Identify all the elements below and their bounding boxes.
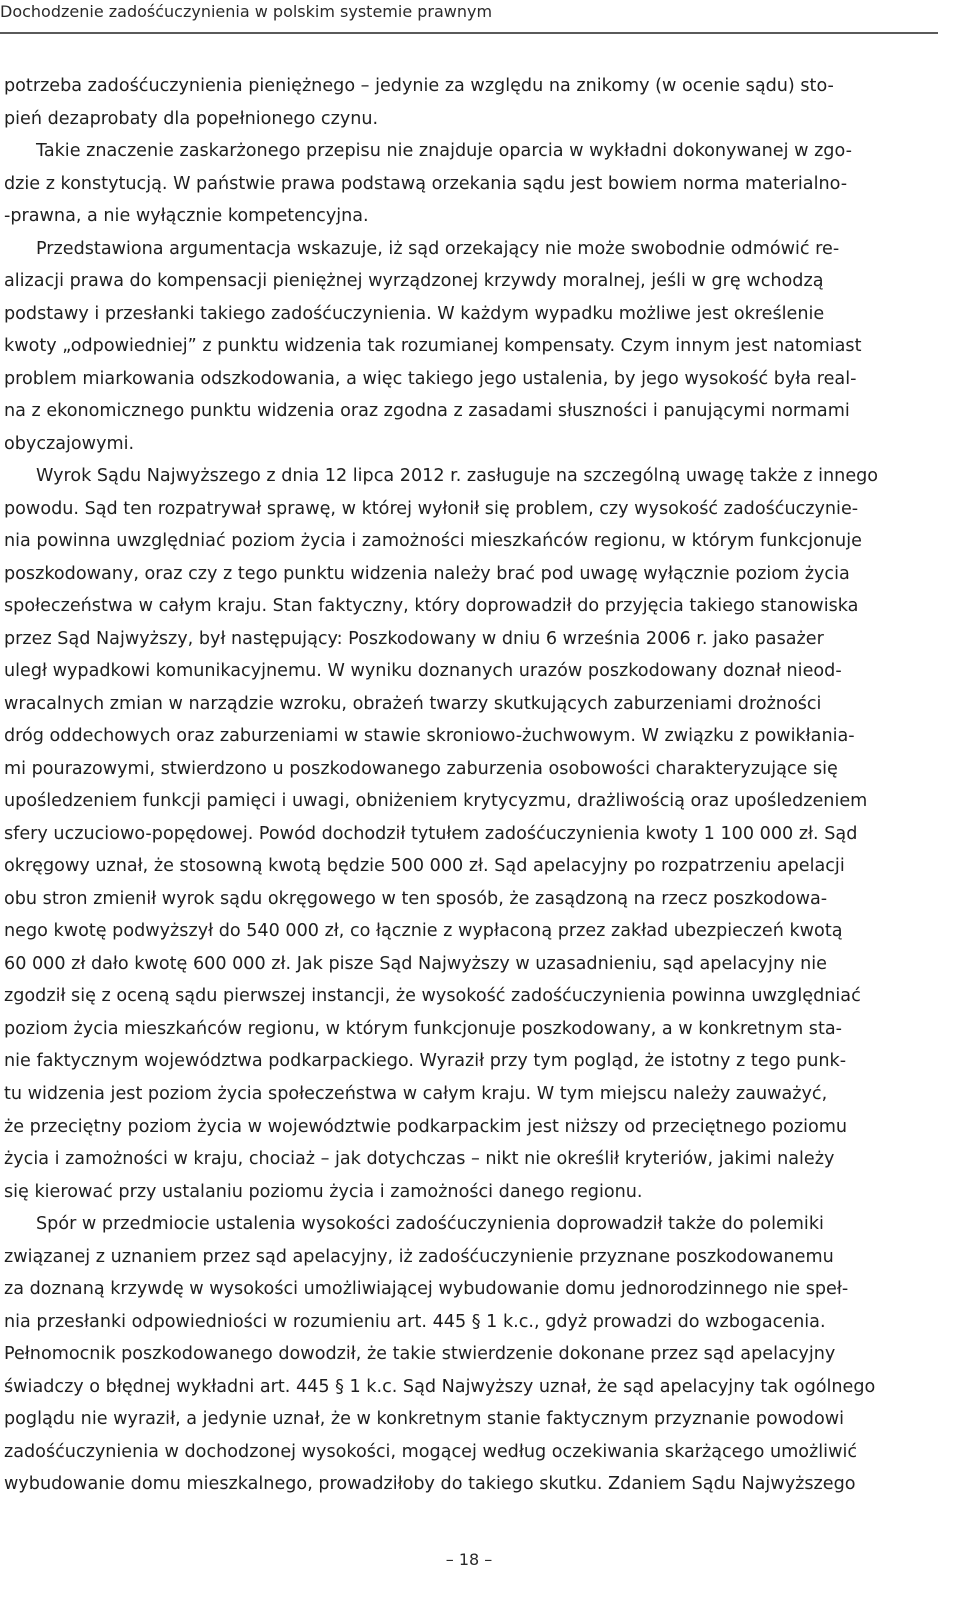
text-line: zgodził się z oceną sądu pierwszej instancji, że wysokość zadośćuczynienia powinna uwzględniać <box>4 986 861 1007</box>
text-line: upośledzeniem funkcji pamięci i uwagi, obniżeniem krytycyzmu, drażliwością oraz upośledzeniem <box>4 791 868 812</box>
paragraph-start-line: Wyrok Sądu Najwyższego z dnia 12 lipca 2012 r. zasługuje na szczególną uwagę także z innego <box>36 466 879 487</box>
text-line: poziom życia mieszkańców regionu, w którym funkcjonuje poszkodowany, a w konkretnym sta- <box>4 1018 843 1039</box>
running-header-title: Dochodzenie zadośćuczynienia w polskim systemie prawnym <box>0 2 493 21</box>
text-line: sfery uczuciowo-popędowej. Powód dochodził tytułem zadośćuczynienia kwoty 1 100 000 zł. Sąd <box>4 823 858 844</box>
text-line: Pełnomocnik poszkodowanego dowodził, że takie stwierdzenie dokonane przez sąd apelacyjny <box>4 1344 836 1365</box>
text-line: -prawna, a nie wyłącznie kompetencyjna. <box>4 206 369 227</box>
text-line: 60 000 zł dało kwotę 600 000 zł. Jak pisze Sąd Najwyższy w uzasadnieniu, sąd apelacyjny nie <box>4 953 827 974</box>
text-line: poszkodowany, oraz czy z tego punktu widzenia należy brać pod uwagę wyłącznie poziom życia <box>4 563 850 584</box>
text-line: kwoty „odpowiedniej” z punktu widzenia tak rozumianej kompensaty. Czym innym jest natomiast <box>4 336 862 357</box>
paragraph-start-line: Takie znaczenie zaskarżonego przepisu nie znajduje oparcia w wykładni dokonywanej w zgo- <box>36 141 852 162</box>
text-line: na z ekonomicznego punktu widzenia oraz zgodna z zasadami słuszności i panującymi normami <box>4 401 850 422</box>
text-line: przez Sąd Najwyższy, był następujący: Poszkodowany w dniu 6 września 2006 r. jako pasażer <box>4 628 824 649</box>
text-line: okręgowy uznał, że stosowną kwotą będzie 500 000 zł. Sąd apelacyjny po rozpatrzeniu apelacji <box>4 856 845 877</box>
text-line: dróg oddechowych oraz zaburzeniami w stawie skroniowo-żuchwowym. W związku z powikłania- <box>4 726 855 747</box>
text-line: się kierować przy ustalaniu poziomu życia i zamożności danego regionu. <box>4 1181 643 1202</box>
text-line: nie faktycznym województwa podkarpackiego. Wyraził przy tym pogląd, że istotny z tego punk- <box>4 1051 847 1072</box>
document-body <box>4 70 938 1501</box>
text-line: życia i zamożności w kraju, chociaż – jak dotychczas – nikt nie określił kryteriów, jakimi należy <box>4 1149 835 1170</box>
text-line: nia powinna uwzględniać poziom życia i zamożności mieszkańców regionu, w którym funkcjonuje <box>4 531 862 552</box>
text-line: nia przesłanki odpowiedniości w rozumieniu art. 445 § 1 k.c., gdyż prowadzi do wzbogacenia. <box>4 1311 826 1332</box>
text-line: świadczy o błędnej wykładni art. 445 § 1 k.c. Sąd Najwyższy uznał, że sąd apelacyjny tak ogólnego <box>4 1376 876 1397</box>
text-line: społeczeństwa w całym kraju. Stan faktyczny, który doprowadził do przyjęcia takiego stanowiska <box>4 596 859 617</box>
text-line: zadośćuczynienia w dochodzonej wysokości, mogącej według oczekiwania skarżącego umożliwić <box>4 1441 858 1462</box>
text-line: nego kwotę podwyższył do 540 000 zł, co łącznie z wypłaconą przez zakład ubezpieczeń kwotą <box>4 921 843 942</box>
text-line: potrzeba zadośćuczynienia pieniężnego – jedynie za względu na znikomy (w ocenie sądu) sto- <box>4 76 834 96</box>
text-line: mi pourazowymi, stwierdzono u poszkodowanego zaburzenia osobowości charakteryzujące się <box>4 758 838 779</box>
running-header <box>0 0 938 34</box>
text-line: za doznaną krzywdę w wysokości umożliwiającej wybudowanie domu jednorodzinnego nie speł- <box>4 1279 849 1300</box>
text-line: poglądu nie wyraził, a jedynie uznał, że w konkretnym stanie faktycznym przyznanie powodowi <box>4 1409 844 1430</box>
text-line: powodu. Sąd ten rozpatrywał sprawę, w której wyłonił się problem, czy wysokość zadośćuczynie- <box>4 498 859 519</box>
text-line: wybudowanie domu mieszkalnego, prowadziłoby do takiego skutku. Zdaniem Sądu Najwyższego <box>4 1474 856 1495</box>
text-line: obu stron zmienił wyrok sądu okręgowego w ten sposób, że zasądzoną na rzecz poszkodowa- <box>4 888 828 909</box>
text-line: alizacji prawa do kompensacji pieniężnej wyrządzonej krzywdy moralnej, jeśli w grę wchodzą <box>4 271 824 292</box>
paragraph-start-line: Przedstawiona argumentacja wskazuje, iż sąd orzekający nie może swobodnie odmówić re- <box>36 238 840 259</box>
text-line: że przeciętny poziom życia w województwie podkarpackim jest niższy od przeciętnego poziomu <box>4 1116 848 1137</box>
text-line: uległ wypadkowi komunikacyjnemu. W wyniku doznanych urazów poszkodowany doznał nieod- <box>4 661 842 682</box>
text-line: tu widzenia jest poziom życia społeczeństwa w całym kraju. W tym miejscu należy zauważyć, <box>4 1083 828 1104</box>
paragraph-start-line: Spór w przedmiocie ustalenia wysokości zadośćuczynienia doprowadził także do polemiki <box>36 1214 824 1235</box>
text-line: związanej z uznaniem przez sąd apelacyjny, iż zadośćuczynienie przyznane poszkodowanemu <box>4 1246 834 1267</box>
text-line: pień dezaprobaty dla popełnionego czynu. <box>4 108 379 129</box>
page-number: – 18 – <box>445 1550 493 1569</box>
text-line: dzie z konstytucją. W państwie prawa podstawą orzekania sądu jest bowiem norma materialno- <box>4 173 848 194</box>
text-line: problem miarkowania odszkodowania, a więc takiego jego ustalenia, by jego wysokość była real- <box>4 368 857 389</box>
text-line: obyczajowymi. <box>4 433 135 454</box>
text-line: wracalnych zmian w narządzie wzroku, obrażeń twarzy skutkujących zaburzeniami drożności <box>4 693 822 714</box>
text-line: podstawy i przesłanki takiego zadośćuczynienia. W każdym wypadku możliwe jest określenie <box>4 303 825 324</box>
